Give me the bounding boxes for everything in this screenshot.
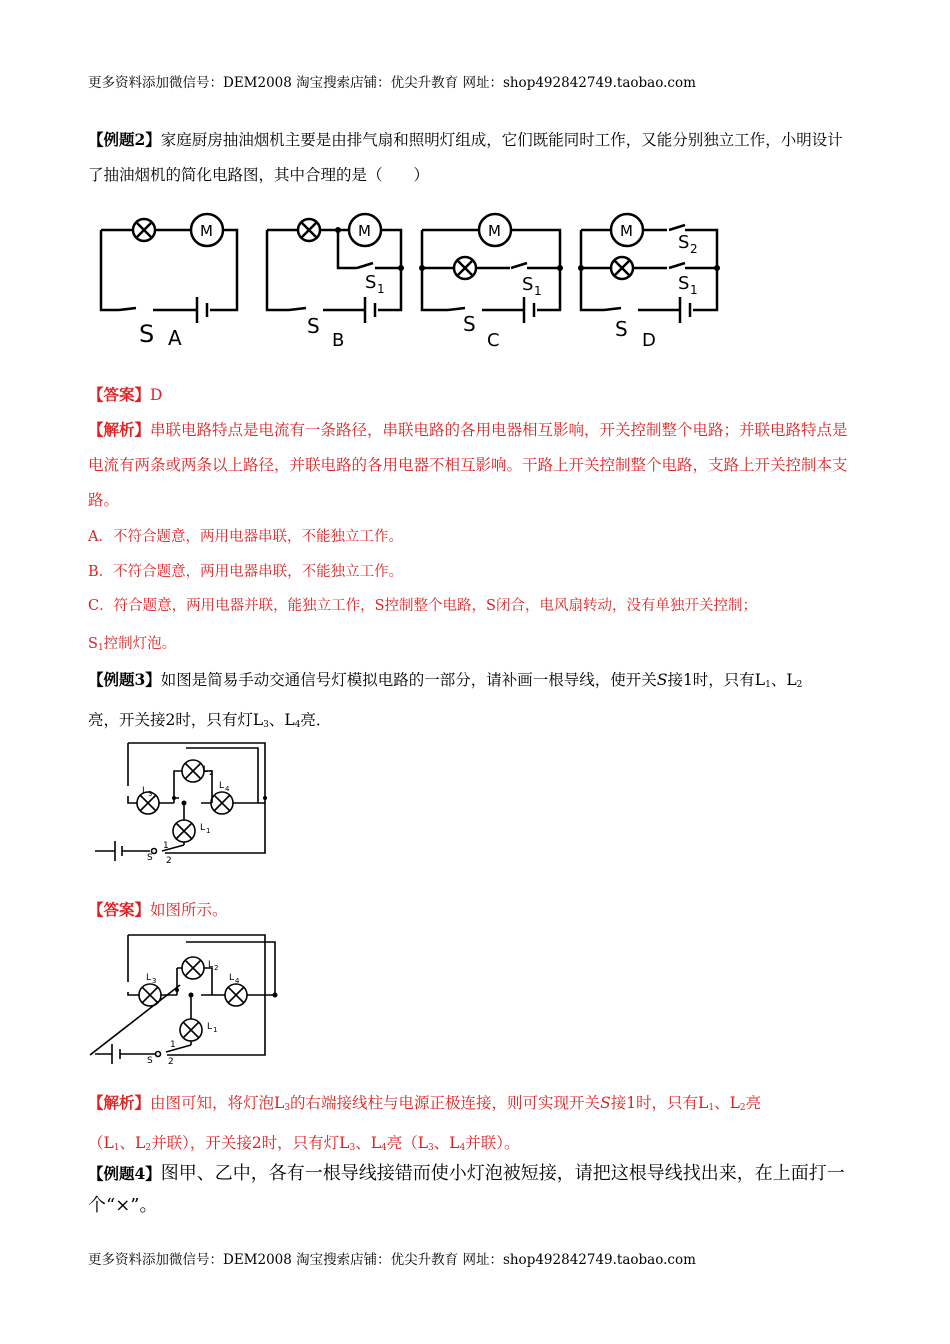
analysis-tag: 【解析】 xyxy=(88,1093,151,1112)
q-part: 如图是简易手动交通信号灯模拟电路的一部分，请补画一根导线，使开关 xyxy=(160,671,657,689)
switch-s1-label-b: S xyxy=(365,272,377,293)
option-b-explanation: B．不符合题意，两用电器串联，不能独立工作。 xyxy=(88,564,404,580)
motor-d-label: M xyxy=(620,222,633,240)
example-2-analysis xyxy=(88,412,858,518)
q-part: 接1时，只有L xyxy=(667,671,766,689)
s1-text: 控制灯泡。 xyxy=(103,636,177,652)
motor-c-label: M xyxy=(488,222,501,240)
lamp-l1-sub-ans: 1 xyxy=(213,1026,218,1034)
lamp-l4-sub-ans: 4 xyxy=(235,977,240,985)
switch-s-label: S xyxy=(147,853,153,863)
analysis-tag: 【解析】 xyxy=(88,420,151,439)
example-2-tag: 【例题2】 xyxy=(88,130,161,149)
q-part: 、L xyxy=(770,671,797,689)
lamp-l3-label: L xyxy=(142,786,148,796)
an-part: 并联）。 xyxy=(465,1134,520,1152)
example-4-question xyxy=(88,1158,858,1222)
lamp-l2-sub: 2 xyxy=(209,769,214,777)
an-sub: 1 xyxy=(113,1143,120,1153)
q-sub: 1 xyxy=(765,680,771,690)
circuit-b xyxy=(267,214,401,323)
q-sub: 4 xyxy=(294,720,301,730)
circuit-d xyxy=(581,214,717,323)
switch-s-label-ans: S xyxy=(147,1056,153,1066)
traffic-light-circuit-question xyxy=(90,738,280,866)
traffic-light-circuit-answer xyxy=(90,930,290,1065)
q-sub: 3 xyxy=(263,720,269,730)
lamp-l3-sub-ans: 3 xyxy=(152,977,157,985)
switch-s2-sub-d: 2 xyxy=(690,242,698,256)
s1-symbol: S xyxy=(88,636,98,652)
example-3-question xyxy=(88,662,858,743)
an-sub: 4 xyxy=(459,1143,466,1153)
switch-s-label-b: S xyxy=(307,314,320,338)
an-part: 、L xyxy=(433,1134,460,1152)
an-part: 、L xyxy=(714,1094,740,1112)
switch-s1-sub-c: 1 xyxy=(534,284,542,298)
option-c-explanation: C．符合题意，两用电器并联，能独立工作，S控制整个电路，S闭合，电风扇转动，没有单独开关控制； xyxy=(88,598,757,614)
an-part: 接1时，只有L xyxy=(610,1094,709,1112)
lamp-l3-label-ans: L xyxy=(146,973,152,983)
circuit-c-label: C xyxy=(487,330,500,351)
example-3-tag: 【例题3】 xyxy=(88,670,161,689)
switch-s1-label-d: S xyxy=(678,273,690,294)
lamp-l2-sub-ans: 2 xyxy=(214,964,219,972)
switch-s2-label-d: S xyxy=(678,232,690,253)
switch-pos-1-ans: 1 xyxy=(170,1040,176,1050)
switch-pos-2: 2 xyxy=(166,856,172,866)
lamp-l1-label: L xyxy=(200,823,206,833)
page-header: 更多资料添加微信号：DEM2008 淘宝搜索店铺：优尖升教育 网址：shop492842749.taobao.com xyxy=(88,75,696,91)
lamp-l1-label-ans: L xyxy=(207,1022,213,1032)
answer-value: D xyxy=(150,386,163,404)
switch-s-label-d: S xyxy=(615,317,628,341)
an-part: （L xyxy=(88,1134,114,1152)
switch-pos-2-ans: 2 xyxy=(168,1057,174,1067)
example-3-answer xyxy=(88,892,858,928)
circuit-a xyxy=(101,214,237,323)
answer-tag: 【答案】 xyxy=(88,385,151,404)
answer-value: 如图所示。 xyxy=(150,901,228,919)
q-part: 亮，开关接2时，只有灯L xyxy=(88,711,264,729)
lamp-l4-sub: 4 xyxy=(225,785,230,793)
switch-s-label-c: S xyxy=(463,312,476,336)
an-sub: 3 xyxy=(428,1143,434,1153)
lamp-l4-label: L xyxy=(219,781,225,791)
an-sub: 3 xyxy=(284,1103,291,1113)
lamp-l1-sub: 1 xyxy=(206,827,211,835)
option-a-explanation: A．不符合题意，两用电器串联，不能独立工作。 xyxy=(88,529,403,545)
an-sub: 2 xyxy=(145,1143,152,1153)
switch-pos-1: 1 xyxy=(163,841,169,851)
an-sub: 4 xyxy=(381,1143,387,1153)
an-part: 亮（L xyxy=(386,1134,429,1152)
q-sub: 2 xyxy=(796,680,803,690)
an-part: 、L xyxy=(355,1134,381,1152)
an-sub: 1 xyxy=(708,1103,715,1113)
an-part: S xyxy=(600,1094,611,1112)
switch-s1-label-c: S xyxy=(522,274,534,295)
switch-s-label-a: S xyxy=(139,320,155,348)
switch-s1-sub-d: 1 xyxy=(690,283,698,297)
an-part: 由图可知，将灯泡L xyxy=(150,1094,285,1112)
example-4-tag: 【例题4】 xyxy=(88,1164,161,1183)
s1-subscript: 1 xyxy=(97,643,104,653)
page-footer: 更多资料添加微信号：DEM2008 淘宝搜索店铺：优尖升教育 网址：shop492842749.taobao.com xyxy=(88,1252,696,1268)
motor-a-label: M xyxy=(200,222,213,240)
answer-tag: 【答案】 xyxy=(88,900,151,919)
q-part: S xyxy=(656,671,668,689)
circuit-d-label: D xyxy=(642,330,656,351)
motor-b-label: M xyxy=(358,222,371,240)
example-2-question xyxy=(88,122,858,193)
circuit-diagram-ex2 xyxy=(95,205,735,355)
example-2-answer xyxy=(88,377,858,413)
analysis-text: 串联电路特点是电流有一条路径，串联电路的各用电器相互影响，开关控制整个电路；并联电路特点是电流有两条或两条以上路径，并联电路的各用电器不相互影响。干路上开关控制整个电路，支路上开关控制本支路。 xyxy=(88,421,848,509)
example-2-text: 家庭厨房抽油烟机主要是由排气扇和照明灯组成，它们既能同时工作，又能分别独立工作，小明设计了抽油烟机的简化电路图，其中合理的是（ ） xyxy=(88,131,843,184)
example-3-analysis xyxy=(88,1085,858,1166)
an-part: 、L xyxy=(119,1134,146,1152)
an-sub: 2 xyxy=(739,1103,746,1113)
lamp-l3-sub: 3 xyxy=(148,790,153,798)
an-part: 的右端接线柱与电源正极连接，则可实现开关 xyxy=(290,1094,601,1112)
circuit-b-label: B xyxy=(332,330,345,351)
an-part: 亮 xyxy=(745,1094,762,1112)
an-part: 并联），开关接2时，只有灯L xyxy=(151,1134,350,1152)
option-c-explanation-cont xyxy=(88,627,858,666)
q-part: 亮． xyxy=(300,711,332,729)
an-sub: 3 xyxy=(349,1143,356,1153)
lamp-l2-label-ans: L xyxy=(208,960,214,970)
q-part: 、L xyxy=(268,711,295,729)
example-4-text: 图甲、乙中，各有一根导线接错而使小灯泡被短接，请把这根导线找出来，在上面打一个“×”。 xyxy=(88,1163,845,1216)
lamp-l2-label: L xyxy=(203,765,209,775)
switch-s1-sub-b: 1 xyxy=(377,282,385,296)
lamp-l4-label-ans: L xyxy=(229,973,235,983)
circuit-a-label: A xyxy=(168,326,182,350)
